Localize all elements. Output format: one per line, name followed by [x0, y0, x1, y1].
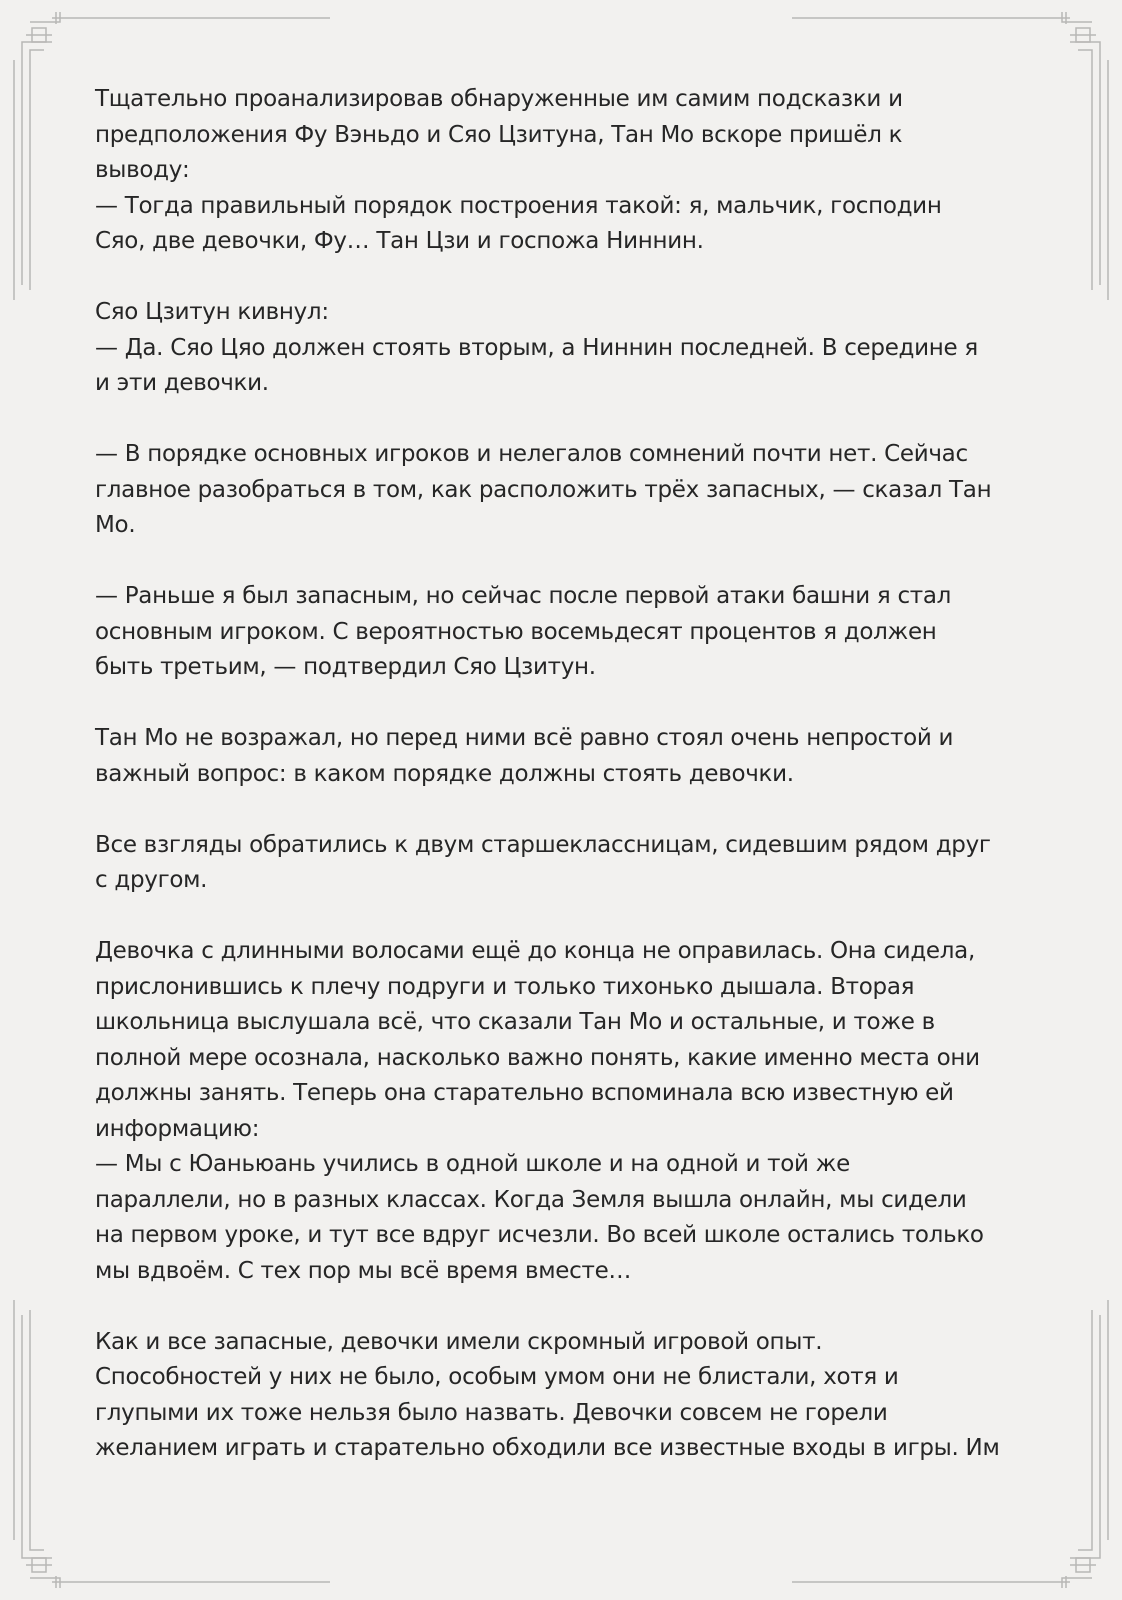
text-line: Девочка с длинными волосами ещё до конца не оправилась. Она сидела,: [95, 938, 975, 964]
paragraph: [95, 1325, 1040, 1467]
text-line: главное разобраться в том, как расположить трёх запасных, — сказал Тан: [95, 476, 992, 503]
text-line: — Раньше я был запасным, но сейчас после первой атаки башни я стал: [95, 583, 952, 609]
text-line: выводу:: [95, 157, 190, 183]
text-line: Тан Мо не возражал, но перед ними всё равно стоял очень непростой и: [95, 725, 954, 751]
text-line: — В порядке основных игроков и нелегалов сомнений почти нет. Сейчас: [95, 441, 968, 467]
body-text: [95, 82, 1040, 1502]
text-line: на первом уроке, и тут все вдруг исчезли. Во всей школе остались только: [95, 1222, 984, 1248]
paragraph: [95, 82, 1040, 260]
text-line: — Тогда правильный порядок построения такой: я, мальчик, господин: [95, 192, 942, 219]
paragraph: [95, 437, 1040, 544]
text-line: прислонившись к плечу подруги и только тихонько дышала. Вторая: [95, 973, 915, 1000]
text-line: Тщательно проанализировав обнаруженные им самим подсказки и: [95, 86, 903, 112]
paragraph: [95, 295, 1040, 402]
text-line: и эти девочки.: [95, 370, 269, 396]
text-line: Мо.: [95, 512, 136, 538]
paragraph: [95, 828, 1040, 899]
text-line: Сяо, две девочки, Фу… Тан Цзи и госпожа Ниннин.: [95, 228, 704, 254]
text-line: параллели, но в разных классах. Когда Земля вышла онлайн, мы сидели: [95, 1186, 967, 1213]
text-line: с другом.: [95, 867, 208, 893]
text-line: школьница выслушала всё, что сказали Тан Мо и остальные, и тоже в: [95, 1009, 935, 1035]
text-line: Способностей у них не было, особым умом они не блистали, хотя и: [95, 1364, 899, 1390]
text-line: быть третьим, — подтвердил Сяо Цзитун.: [95, 654, 596, 680]
text-line: Как и все запасные, девочки имели скромный игровой опыт.: [95, 1328, 823, 1355]
text-line: желанием играть и старательно обходили все известные входы в игры. Им: [95, 1435, 1000, 1461]
paragraph: [95, 579, 1040, 686]
text-line: основным игроком. С вероятностью восемьдесят процентов я должен: [95, 618, 937, 645]
text-line: Все взгляды обратились к двум старшеклассницам, сидевшим рядом друг: [95, 831, 991, 858]
text-line: мы вдвоём. С тех пор мы всё время вместе…: [95, 1257, 632, 1284]
paragraph: [95, 721, 1040, 792]
text-line: — Да. Сяо Цяо должен стоять вторым, а Ниннин последней. В середине я: [95, 334, 978, 361]
text-line: Сяо Цзитун кивнул:: [95, 299, 329, 325]
text-line: важный вопрос: в каком порядке должны стоять девочки.: [95, 760, 794, 787]
text-line: должны занять. Теперь она старательно вспоминала всю известную ей: [95, 1080, 954, 1106]
text-line: предположения Фу Вэньдо и Сяо Цзитуна, Тан Мо вскоре пришёл к: [95, 121, 903, 148]
text-line: полной мере осознала, насколько важно понять, какие именно места они: [95, 1044, 980, 1071]
paragraph: [95, 934, 1040, 1289]
text-line: информацию:: [95, 1115, 260, 1142]
text-line: — Мы с Юаньюань учились в одной школе и на одной и той же: [95, 1151, 850, 1177]
text-line: глупыми их тоже нельзя было назвать. Девочки совсем не горели: [95, 1399, 888, 1426]
